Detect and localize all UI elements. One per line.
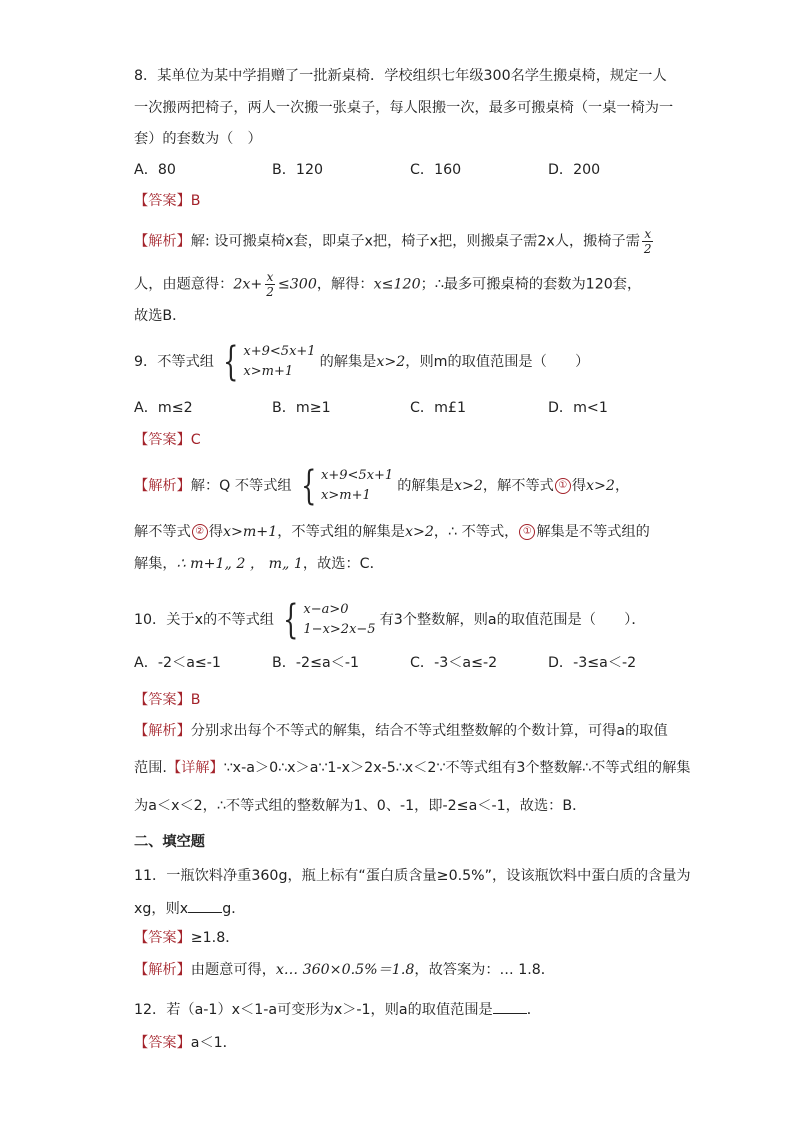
answer-tag: 【答案】 xyxy=(134,432,191,448)
analysis-text: ∵x-a＞0∴x＞a∵1-x＞2x-5∴x＜2∵不等式组有3个整数解∴不等式组的解集 xyxy=(223,760,691,776)
question-text: 有3个整数解，则a的取值范围是（ ）． xyxy=(379,612,646,628)
answer-value: C xyxy=(190,432,201,448)
q9-analysis-line-3 xyxy=(134,554,384,574)
q9-analysis-line-2 xyxy=(134,522,650,542)
fraction-denominator: 2 xyxy=(266,285,274,299)
analysis-tag: 【解析】 xyxy=(134,478,191,494)
q8-option-b: B．120 xyxy=(272,162,324,178)
analysis-text: ，解不等式 xyxy=(482,478,554,494)
analysis-text: 解集是不等式组的 xyxy=(536,524,650,540)
q10-analysis-line-1 xyxy=(134,721,668,741)
question-text: g． xyxy=(222,901,246,917)
analysis-text: 范围. xyxy=(134,760,167,776)
q11-answer xyxy=(134,928,239,948)
math-expr: ≤300 xyxy=(277,276,317,293)
analysis-tag: 【解析】 xyxy=(134,233,191,250)
fraction-numerator: x xyxy=(266,270,274,284)
math-expr: x>2 xyxy=(453,478,483,494)
detail-tag: 【详解】 xyxy=(166,760,224,776)
q9-option-d: D．m<1 xyxy=(548,400,608,416)
q8-option-c: C．160 xyxy=(410,162,462,178)
system-row-1: x+9<5x+1 xyxy=(321,468,394,483)
q9-option-a: A．m≤2 xyxy=(134,400,193,416)
system-row-2: x>m+1 xyxy=(243,364,294,379)
system-row-1: x−a>0 xyxy=(303,602,349,617)
analysis-text: 解：Q 不等式组 xyxy=(190,478,292,494)
analysis-text: 解集， xyxy=(134,556,177,572)
analysis-text: 分别求出每个不等式的解集，结合不等式组整数解的个数计算，可得a的取值 xyxy=(190,723,668,739)
q11-line-2 xyxy=(134,898,245,919)
analysis-text: ，故选：C． xyxy=(302,556,384,572)
math-expr: x>2 xyxy=(376,354,406,370)
system-row-2: 1−x>2x−5 xyxy=(303,622,376,637)
analysis-text: ，不等式组的解集是 xyxy=(277,524,405,540)
analysis-text: 解: 设可搬桌椅x套，即桌子x把，椅子x把，则搬桌子需2x人，搬椅子需 xyxy=(190,233,640,250)
answer-tag: 【答案】 xyxy=(134,930,191,946)
fraction xyxy=(264,270,276,299)
q10-analysis-line-3: 为a＜x＜2，∴不等式组的整数解为1、0、-1，即-2≤a＜-1，故选：B． xyxy=(134,798,587,814)
blank-line xyxy=(493,999,527,1014)
analysis-text: 解不等式 xyxy=(134,524,191,540)
q8-analysis-line-3: 故选B． xyxy=(134,308,187,324)
math-expr: ∴ m+1„ 2 ， m„ 1 xyxy=(176,556,303,572)
answer-value: B xyxy=(190,193,201,209)
analysis-text: ，故答案为：… 1.8． xyxy=(414,962,555,978)
q8-analysis-line-1 xyxy=(134,227,656,256)
question-text: 10．关于x的不等式组 xyxy=(134,612,274,628)
question-text: ，则m的取值范围是（ ） xyxy=(405,354,590,370)
fraction-numerator: x xyxy=(644,227,652,241)
answer-tag: 【答案】 xyxy=(134,1035,191,1051)
circled-number: ② xyxy=(192,524,208,540)
analysis-text: 人，由题意得： xyxy=(134,276,234,293)
analysis-text: ，解得： xyxy=(316,276,374,293)
q8-line-3: 套）的套数为（ ） xyxy=(134,131,262,147)
inequality-system: { x−a>0 1−x>2x−5 xyxy=(283,597,376,643)
math-expr: x≤120 xyxy=(373,276,421,293)
answer-tag: 【答案】 xyxy=(134,692,191,708)
blank-line xyxy=(188,898,222,913)
question-text: ． xyxy=(526,1002,541,1018)
answer-tag: 【答案】 xyxy=(134,193,191,209)
q8-analysis-line-2 xyxy=(134,270,641,299)
analysis-tag: 【解析】 xyxy=(134,962,191,978)
q9-option-c: C．m£1 xyxy=(410,400,466,416)
q10-option-a: A．-2＜a≤-1 xyxy=(134,655,221,671)
q9-analysis-line-1 xyxy=(134,463,630,509)
system-row-1: x+9<5x+1 xyxy=(243,344,316,359)
analysis-text: ， xyxy=(614,478,630,494)
q8-answer xyxy=(134,191,201,211)
q10-option-b: B．-2≤a＜-1 xyxy=(272,655,359,671)
question-text: 12．若（a-1）x＜1-a可变形为x＞-1，则a的取值范围是 xyxy=(134,1002,493,1018)
analysis-text: 得 xyxy=(571,478,587,494)
analysis-text: ，∴ 不等式， xyxy=(433,524,519,540)
analysis-text: 得 xyxy=(208,524,223,540)
system-row-2: x>m+1 xyxy=(321,488,371,503)
question-text: 的解集是 xyxy=(319,354,377,370)
math-expr: x>m+1 xyxy=(222,524,278,540)
answer-value: a＜1． xyxy=(190,1035,237,1051)
math-expr: x>2 xyxy=(586,478,615,494)
question-text: 9．不等式组 xyxy=(134,354,214,370)
q11-analysis xyxy=(134,960,555,980)
fraction xyxy=(642,227,654,256)
q10-answer xyxy=(134,690,201,710)
q8-line-2: 一次搬两把椅子，两人一次搬一张桌子，每人限搬一次，最多可搬桌椅（一桌一椅为一 xyxy=(134,100,674,116)
q10-analysis-line-2 xyxy=(134,758,690,778)
math-expr: x>2 xyxy=(404,524,434,540)
q9-answer xyxy=(134,430,201,450)
circled-number: ① xyxy=(519,524,535,540)
analysis-text: 由题意可得， xyxy=(190,962,276,978)
q10-stem xyxy=(134,597,646,643)
analysis-text: ；∴最多可搬桌椅的套数为120套， xyxy=(420,276,642,293)
q12-answer xyxy=(134,1033,237,1053)
math-expr: 2x+ xyxy=(233,276,263,293)
inequality-system: { x+9<5x+1 x>m+1 xyxy=(300,463,394,509)
q9-option-b: B．m≥1 xyxy=(272,400,331,416)
math-expr: x… 360×0.5%＝1.8 xyxy=(275,962,415,978)
circled-number: ① xyxy=(555,478,571,494)
q8-line-1: 8．某单位为某中学捐赠了一批新桌椅．学校组织七年级300名学生搬桌椅，规定一人 xyxy=(134,68,667,84)
fraction-denominator: 2 xyxy=(643,242,652,256)
answer-value: ≥1.8． xyxy=(190,930,240,946)
section-heading: 二、填空题 xyxy=(134,834,205,850)
q11-line-1: 11．一瓶饮料净重360g，瓶上标有“蛋白质含量≥0.5%”，设该瓶饮料中蛋白质的含量为 xyxy=(134,868,691,884)
analysis-tag: 【解析】 xyxy=(134,723,191,739)
answer-value: B xyxy=(190,692,201,708)
q10-option-c: C．-3＜a≤-2 xyxy=(410,655,498,671)
analysis-text: 的解集是 xyxy=(397,478,454,494)
q8-option-a: A．80 xyxy=(134,162,176,178)
q10-option-d: D．-3≤a＜-2 xyxy=(548,655,637,671)
q8-option-d: D．200 xyxy=(548,162,601,178)
inequality-system: { x+9<5x+1 x>m+1 xyxy=(223,339,316,385)
question-text: xg，则x xyxy=(134,901,189,917)
q9-stem xyxy=(134,339,590,385)
q12-line-1 xyxy=(134,999,541,1020)
